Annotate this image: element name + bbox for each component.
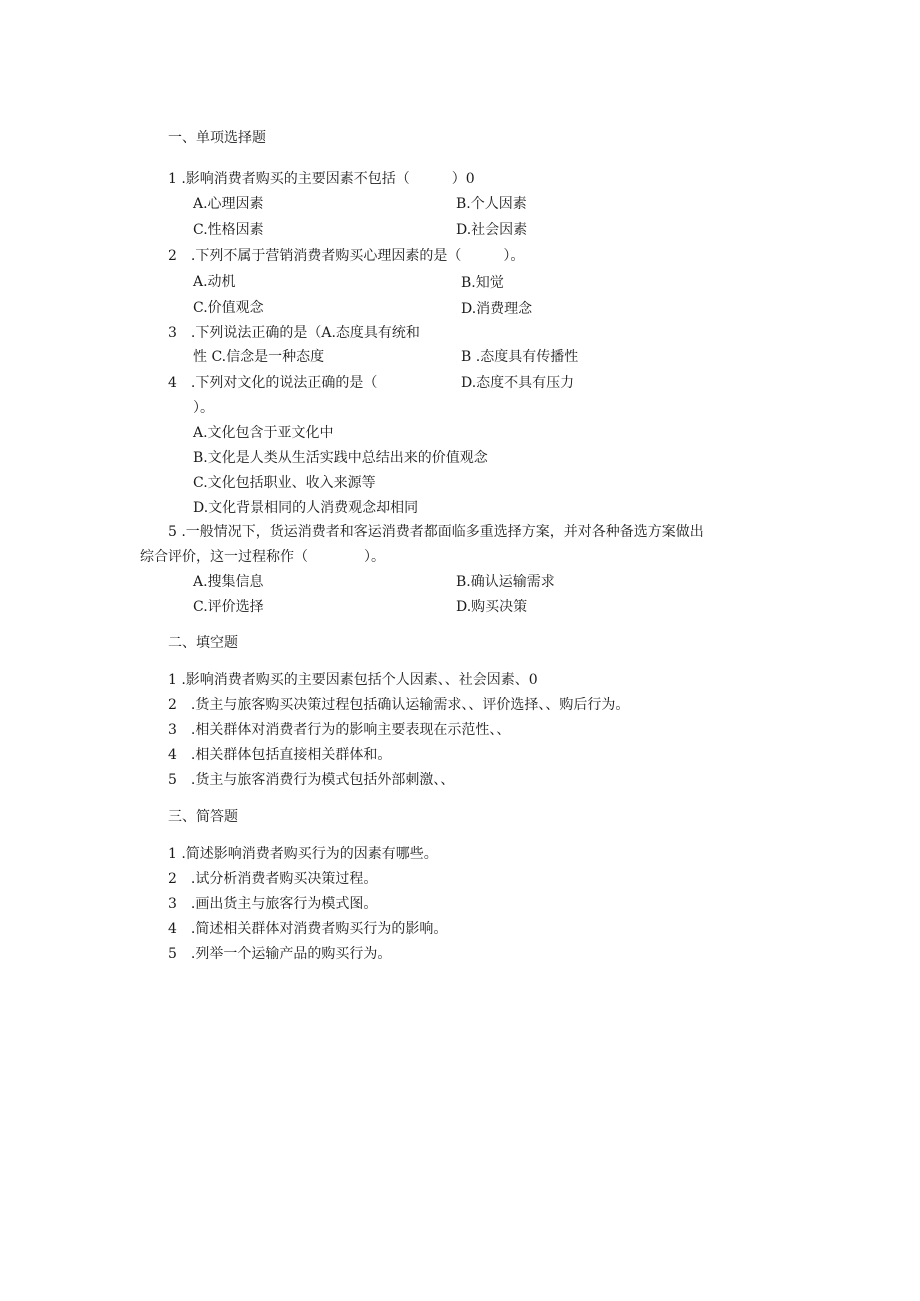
short-answer-item: 2 .试分析消费者购买决策过程。 [168,871,378,887]
short-answer-item: 3 .画出货主与旅客行为模式图。 [168,896,378,912]
q5-option-a: A.搜集信息 [193,574,264,590]
q4-option-b: B.文化是人类从生活实践中总结出来的价值观念 [193,450,488,466]
section-title-fill-blank: 二、填空题 [168,635,238,651]
q1-stem: 1 .影响消费者购买的主要因素不包括（ ）0 [168,171,475,187]
q1-option-d: D.社会因素 [456,222,528,238]
q5-option-b: B.确认运输需求 [456,574,555,590]
q4-option-d: D.文化背景相同的人消费观念却相同 [193,500,419,516]
q3-option-d: D.态度不具有压力 [461,375,575,391]
q4-option-a: A.文化包含于亚文化中 [193,425,334,441]
q1-option-b: B.个人因素 [456,196,527,212]
fill-item: 4 .相关群体包括直接相关群体和。 [168,747,392,763]
short-answer-item: 1 .简述影响消费者购买行为的因素有哪些。 [168,846,438,862]
q2-option-d: D.消费理念 [461,301,533,317]
short-answer-item: 4 .简述相关群体对消费者购买行为的影响。 [168,921,448,937]
q2-stem: 2 .下列不属于营销消费者购买心理因素的是（ ）。 [168,248,525,264]
q2-option-b: B.知觉 [461,275,504,291]
q1-option-a: A.心理因素 [193,196,264,212]
section-title-single-choice: 一、单项选择题 [168,130,266,146]
q3-stem-line1: 3 .下列说法正确的是（A.态度具有统和 [168,325,420,341]
q4-option-c: C.文化包括职业、收入来源等 [193,475,376,491]
section-title-short-answer: 三、简答题 [168,809,238,825]
fill-item: 1 .影响消费者购买的主要因素包括个人因素、、社会因素、0 [168,672,538,688]
q4-stem-line1: 4 .下列对文化的说法正确的是（ [168,375,378,391]
fill-item: 2 .货主与旅客购买决策过程包括确认运输需求、、评价选择、、购后行为。 [168,697,630,713]
short-answer-item: 5 .列举一个运输产品的购买行为。 [168,946,392,962]
q5-stem-line1: 5 .一般情况下，货运消费者和客运消费者都面临多重选择方案，并对各种备选方案做出 [168,524,704,540]
q3-stem-line2: 性 C.信念是一种态度 [193,349,325,365]
q2-option-c: C.价值观念 [193,300,264,316]
q4-stem-line2: ）。 [193,400,214,416]
q5-stem-line2: 综合评价，这一过程称作（ ）。 [140,549,385,565]
q1-option-c: C.性格因素 [193,222,264,238]
fill-item: 5 .货主与旅客消费行为模式包括外部刺激、、 [168,772,455,788]
q5-option-d: D.购买决策 [456,599,528,615]
fill-item: 3 .相关群体对消费者行为的影响主要表现在示范性、、 [168,722,511,738]
q5-option-c: C.评价选择 [193,599,264,615]
q2-option-a: A.动机 [193,274,236,290]
q3-option-b: B .态度具有传播性 [461,349,579,365]
